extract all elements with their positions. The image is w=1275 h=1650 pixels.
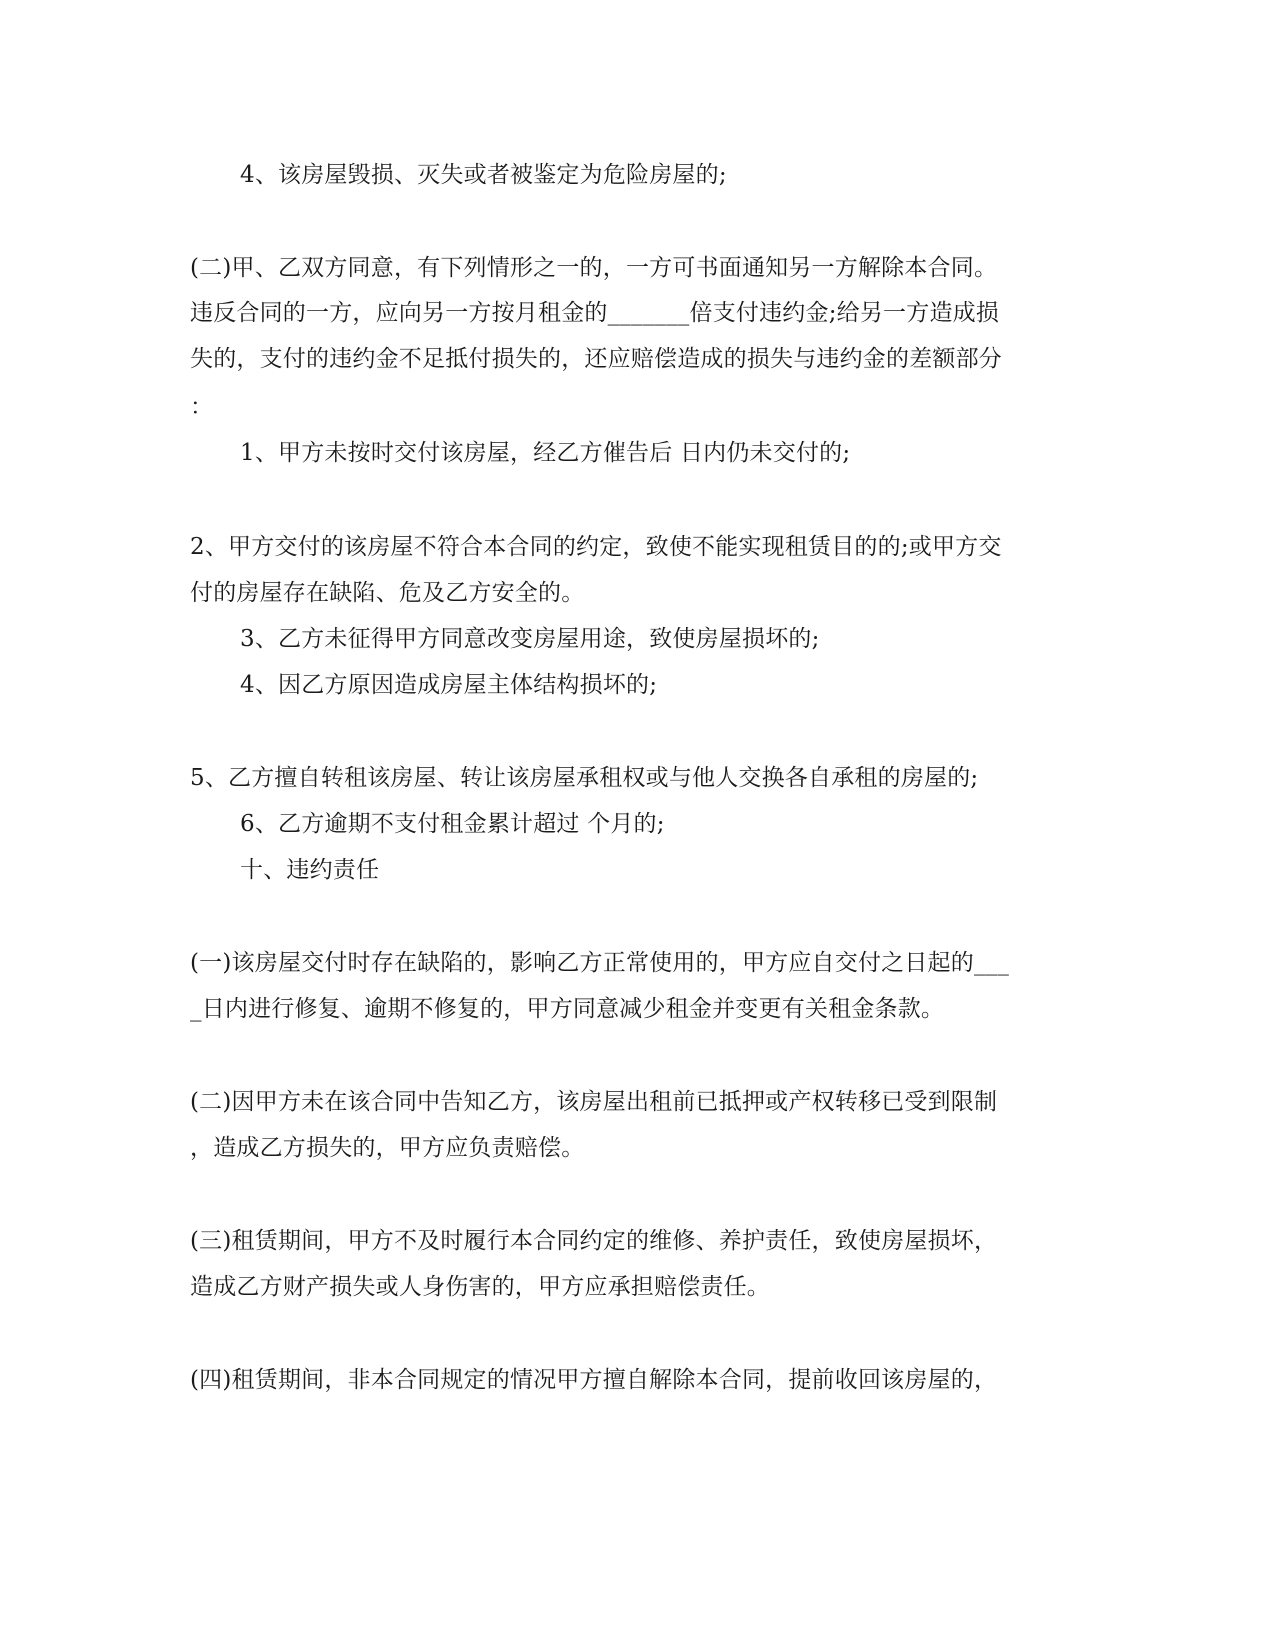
clause-line: 违反合同的一方，应向另一方按月租金的_______倍支付违约金;给另一方造成损 (190, 300, 1000, 326)
clause-line: 造成乙方财产损失或人身伤害的，甲方应承担赔偿责任。 (190, 1274, 770, 1300)
clause-line: (二)甲、乙双方同意，有下列情形之一的，一方可书面通知另一方解除本合同。 (190, 255, 998, 281)
clause-line: ，造成乙方损失的，甲方应负责赔偿。 (190, 1135, 585, 1161)
section-heading: 十、违约责任 (240, 857, 380, 883)
clause-line: 3、乙方未征得甲方同意改变房屋用途，致使房屋损坏的; (240, 626, 820, 652)
clause-line: 4、因乙方原因造成房屋主体结构损坏的; (240, 672, 658, 698)
clause-line: 5、乙方擅自转租该房屋、转让该房屋承租权或与他人交换各自承租的房屋的; (190, 765, 979, 791)
clause-line: (四)租赁期间，非本合同规定的情况甲方擅自解除本合同，提前收回该房屋的， (190, 1367, 998, 1393)
clause-line: 付的房屋存在缺陷、危及乙方安全的。 (190, 580, 585, 606)
clause-line: (三)租赁期间，甲方不及时履行本合同约定的维修、养护责任，致使房屋损坏， (190, 1228, 998, 1254)
clause-line: ： (190, 394, 214, 420)
clause-line: 6、乙方逾期不支付租金累计超过 个月的; (240, 811, 665, 837)
clause-line: 2、甲方交付的该房屋不符合本合同的约定，致使不能实现租赁目的的;或甲方交 (190, 534, 1002, 560)
clause-line: (二)因甲方未在该合同中告知乙方，该房屋出租前已抵押或产权转移已受到限制 (190, 1089, 998, 1115)
clause-line: 失的，支付的违约金不足抵付损失的，还应赔偿造成的损失与违约金的差额部分 (190, 346, 1002, 372)
clause-line: 1、甲方未按时交付该房屋，经乙方催告后 日内仍未交付的; (240, 440, 851, 466)
clause-line: (一)该房屋交付时存在缺陷的，影响乙方正常使用的，甲方应自交付之日起的___ (190, 950, 1010, 976)
clause-line: _日内进行修复、逾期不修复的，甲方同意减少租金并变更有关租金条款。 (190, 996, 945, 1022)
clause-line: 4、该房屋毁损、灭失或者被鉴定为危险房屋的; (240, 162, 727, 188)
